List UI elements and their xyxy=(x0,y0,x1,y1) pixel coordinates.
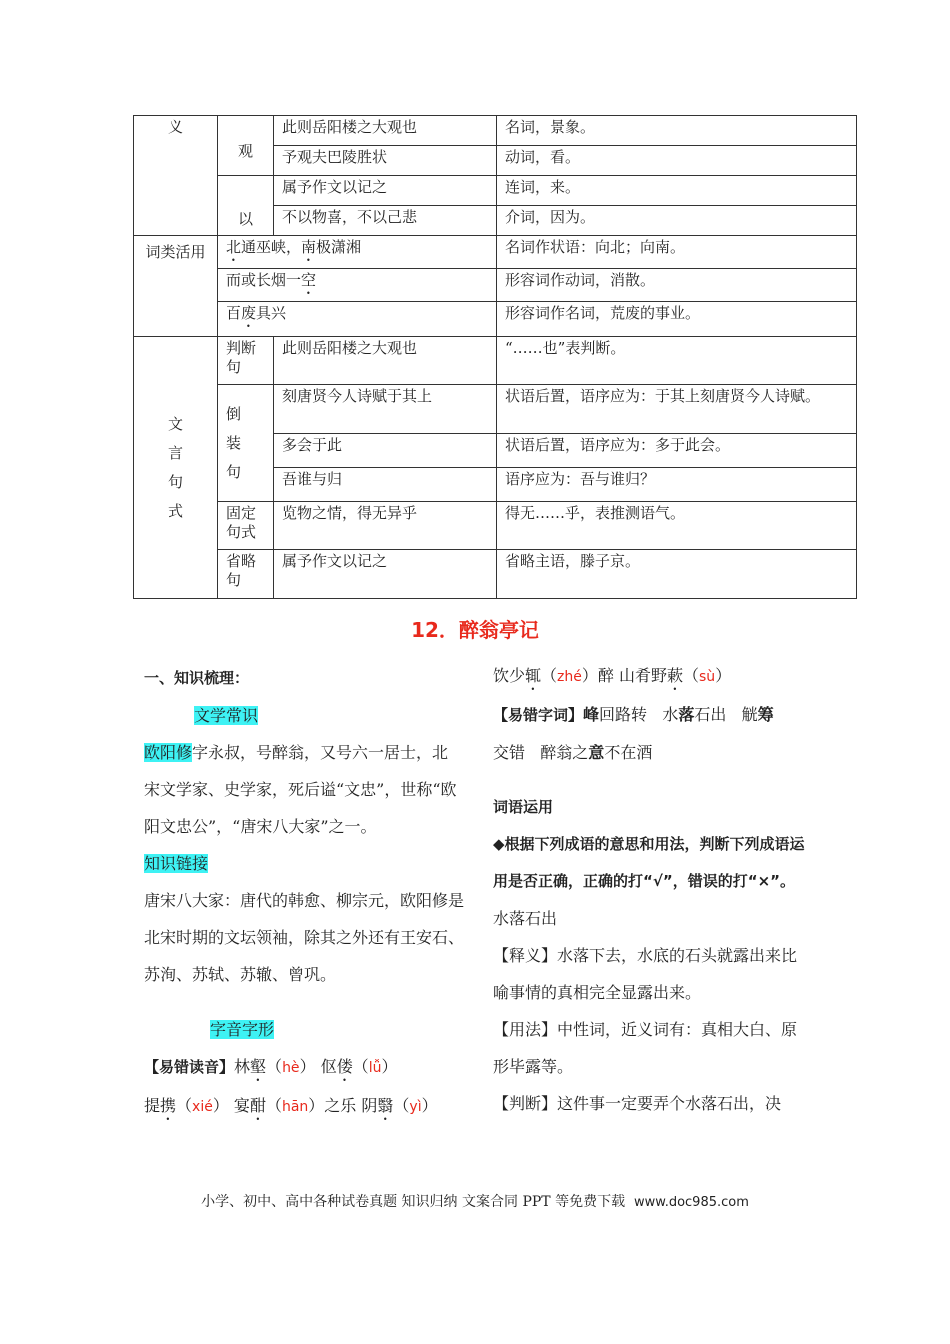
panduan: 【判断】这件事一定要弄个水落石出，决 xyxy=(493,1094,782,1113)
yi-sentence-2: 不以物喜，不以己悲 xyxy=(274,206,497,236)
left-column xyxy=(144,660,464,1126)
pronunciation-line-3: 饮少辄（zhé）醉 山肴野蔌（sù） xyxy=(493,666,732,685)
cilei-explain-3: 形容词作名词，荒废的事业。 xyxy=(497,302,857,337)
section-heading: 一、知识梳理： xyxy=(144,669,250,687)
panduan-explain: “……也”表判断。 xyxy=(497,337,857,385)
cilei-sentence-3: 百废具兴 xyxy=(218,302,497,337)
yi-label: 以 xyxy=(218,176,274,236)
guan-explain-1: 名词，景象。 xyxy=(497,116,857,146)
daozhuang-sentence-3: 吾谁与归 xyxy=(274,468,497,502)
guan-explain-2: 动词，看。 xyxy=(497,146,857,176)
cilei-sentence-2: 而或长烟一空 xyxy=(218,269,497,302)
yi-explain-2: 介词，因为。 xyxy=(497,206,857,236)
panduan-label: 判断句 xyxy=(218,337,274,385)
link-tag: 知识链接 xyxy=(144,854,209,873)
guding-label: 固定句式 xyxy=(218,502,274,550)
ouyang-name: 欧阳修 xyxy=(144,743,193,762)
daozhuang-explain-3: 语序应为：吾与谁归？ xyxy=(497,468,857,502)
shenglue-label: 省略句 xyxy=(218,550,274,599)
dotted-char: 翳 xyxy=(377,1096,394,1115)
daozhuang-explain-1: 状语后置，语序应为：于其上刻唐贤今人诗赋。 xyxy=(497,385,857,434)
cilei-label: 词类活用 xyxy=(134,236,218,337)
dotted-char: 偻 xyxy=(336,1057,353,1076)
daozhuang-label: 倒 装 句 xyxy=(218,385,274,502)
meaning-label: 义 xyxy=(134,116,218,236)
pinyin: zhé xyxy=(557,669,582,685)
lit-tag: 文学常识 xyxy=(194,706,259,725)
yongfa: 【用法】中性词，近义词有：真相大白、原形毕露等。 xyxy=(493,1020,798,1076)
footer-url[interactable]: www.doc985.com xyxy=(633,1195,749,1210)
panduan-sentence: 此则岳阳楼之大观也 xyxy=(274,337,497,385)
pinyin: lǚ xyxy=(368,1060,382,1076)
cilei-explain-2: 形容词作动词，消散。 xyxy=(497,269,857,302)
pinyin: sù xyxy=(699,669,716,685)
yi-explain-1: 连词，来。 xyxy=(497,176,857,206)
pinyin: xié xyxy=(192,1099,213,1115)
syntax-label: 文 言 句 式 xyxy=(134,337,218,599)
pronunciation-line-1: 【易错读音】林壑（hè） 伛偻（lǚ） xyxy=(144,1057,398,1076)
shenglue-sentence: 属予作文以记之 xyxy=(274,550,497,599)
pronunciation-line-2: 提携（xié） 宴酣（hān）之乐 阴翳（yì） xyxy=(144,1096,438,1115)
dotted-char: 蔌 xyxy=(666,666,683,685)
dotted-char: 携 xyxy=(160,1096,177,1115)
daozhuang-sentence-2: 多会于此 xyxy=(274,434,497,468)
shiyi: 【释义】水落下去，水底的石头就露出来比喻事情的真相完全显露出来。 xyxy=(493,946,798,1002)
guan-sentence-1: 此则岳阳楼之大观也 xyxy=(274,116,497,146)
cilei-sentence-1: 北通巫峡，南极潇湘 xyxy=(218,236,497,269)
dotted-char: 酣 xyxy=(249,1096,266,1115)
guan-label: 观 xyxy=(218,116,274,176)
cilei-explain-1: 名词作状语：向北；向南。 xyxy=(497,236,857,269)
link-paragraph: 唐宋八大家：唐代的韩愈、柳宗元，欧阳修是北宋时期的文坛领袖，除其之外还有王安石、苏洵、苏轼、苏辙、曾巩。 xyxy=(144,891,465,984)
guan-sentence-2: 予观夫巴陵胜状 xyxy=(274,146,497,176)
right-column xyxy=(493,657,813,1122)
easy-words-line-2: 交错 醉翁之意不在酒 xyxy=(493,743,653,762)
classical-chinese-table xyxy=(133,115,857,599)
guding-sentence: 览物之情，得无异乎 xyxy=(274,502,497,550)
idiom: 水落石出 xyxy=(493,909,558,928)
easy-words-line-1: 【易错字词】峰回路转 水落石出 觥筹 xyxy=(493,705,774,724)
pinyin: hè xyxy=(282,1060,300,1076)
daozhuang-sentence-1: 刻唐贤今人诗赋于其上 xyxy=(274,385,497,434)
lesson-title: 12．醉翁亭记 xyxy=(411,618,539,642)
usage-heading: 词语运用 xyxy=(493,798,554,816)
yi-sentence-1: 属予作文以记之 xyxy=(274,176,497,206)
dotted-char: 辄 xyxy=(525,666,542,685)
dotted-char: 壑 xyxy=(250,1057,267,1076)
guding-explain: 得无……乎，表推测语气。 xyxy=(497,502,857,550)
pinyin: yì xyxy=(409,1099,422,1115)
page-footer: 小学、初中、高中各种试卷真题 知识归纳 文案合同 PPT 等免费下载 www.doc985.com xyxy=(201,1194,749,1210)
ouyang-paragraph: 欧阳修字永叔，号醉翁，又号六一居士，北宋文学家、史学家，死后谥“文忠”，世称“欧阳文忠公”，“唐宋八大家”之一。 xyxy=(144,743,457,836)
shenglue-explain: 省略主语，滕子京。 xyxy=(497,550,857,599)
daozhuang-explain-2: 状语后置，语序应为：多于此会。 xyxy=(497,434,857,468)
pinyin: hān xyxy=(281,1099,309,1115)
zi-tag: 字音字形 xyxy=(210,1020,275,1039)
usage-instruction: ◆根据下列成语的意思和用法，判断下列成语运用是否正确，正确的打“√”，错误的打“×”。 xyxy=(493,835,805,890)
